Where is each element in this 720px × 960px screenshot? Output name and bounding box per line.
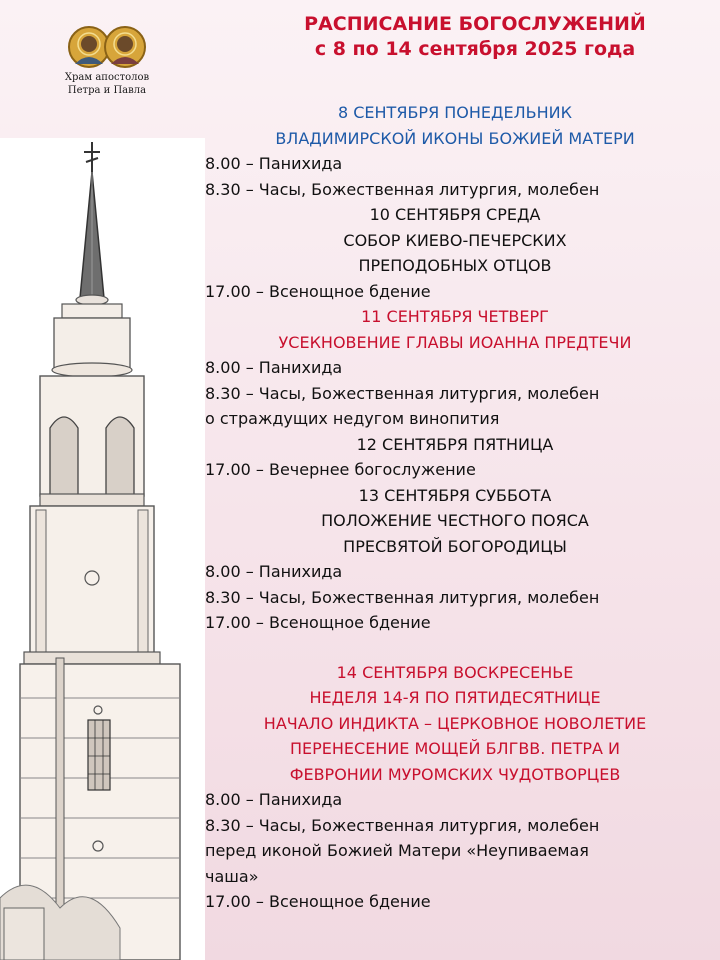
day-heading: 13 СЕНТЯБРЯ СУББОТА: [358, 485, 552, 505]
service-line: 8.00 – Панихида: [205, 562, 343, 581]
service-line: 8.30 – Часы, Божественная литургия, молебен: [205, 587, 600, 607]
schedule-title: РАСПИСАНИЕ БОГОСЛУЖЕНИЙ: [304, 13, 646, 35]
service-line: 8.30 – Часы, Божественная литургия, молебен: [205, 815, 600, 835]
day-heading: 14 СЕНТЯБРЯ ВОСКРЕСЕНЬЕ: [336, 662, 574, 682]
logo-caption-line2: Петра и Павла: [67, 85, 147, 96]
church-logo: [52, 24, 162, 96]
day-feast: ПРЕПОДОБНЫХ ОТЦОВ: [358, 256, 552, 275]
schedule-list: [205, 100, 705, 915]
service-line: 8.30 – Часы, Божественная литургия, молебен: [205, 179, 600, 199]
day-feast: ФЕВРОНИИ МУРОМСКИХ ЧУДОТВОРЦЕВ: [289, 764, 621, 784]
day-feast: СОБОР КИЕВО-ПЕЧЕРСКИХ: [343, 230, 567, 250]
day-feast: ПОЛОЖЕНИЕ ЧЕСТНОГО ПОЯСА: [321, 511, 589, 530]
day-feast: НЕДЕЛЯ 14-Я ПО ПЯТИДЕСЯТНИЦЕ: [309, 688, 601, 707]
day-feast: ПЕРЕНЕСЕНИЕ МОЩЕЙ БЛГВВ. ПЕТРА И: [289, 739, 621, 758]
service-line: 17.00 – Вечернее богослужение: [205, 460, 476, 479]
schedule-dates: с 8 по 14 сентября 2025 года: [314, 38, 636, 60]
service-line: о страждущих недугом винопития: [205, 409, 500, 428]
day-feast: ПРЕСВЯТОЙ БОГОРОДИЦЫ: [343, 536, 567, 556]
section-gap: [205, 636, 705, 660]
bell-tower-illustration: [0, 138, 205, 960]
service-line: чаша»: [205, 866, 259, 886]
day-heading: 8 СЕНТЯБРЯ ПОНЕДЕЛЬНИК: [337, 103, 573, 122]
service-line: 17.00 – Всенощное бдение: [205, 892, 431, 911]
header: [240, 12, 710, 62]
day-heading: 10 СЕНТЯБРЯ СРЕДА: [369, 205, 541, 224]
service-line: 17.00 – Всенощное бдение: [205, 281, 431, 301]
day-heading: 12 СЕНТЯБРЯ ПЯТНИЦА: [356, 434, 554, 454]
service-line: 17.00 – Всенощное бдение: [205, 613, 431, 632]
day-feast: УСЕКНОВЕНИЕ ГЛАВЫ ИОАННА ПРЕДТЕЧИ: [278, 332, 632, 352]
day-feast: ВЛАДИМИРСКОЙ ИКОНЫ БОЖИЕЙ МАТЕРИ: [275, 128, 635, 148]
service-line: 8.00 – Панихида: [205, 358, 343, 377]
apostles-icon: [67, 24, 147, 70]
service-line: 8.30 – Часы, Божественная литургия, молебен: [205, 383, 600, 403]
logo-caption-line1: Храм апостолов: [64, 72, 150, 83]
service-line: перед иконой Божией Матери «Неупиваемая: [205, 841, 589, 860]
day-heading: 11 СЕНТЯБРЯ ЧЕТВЕРГ: [361, 307, 549, 326]
service-line: 8.00 – Панихида: [205, 154, 343, 173]
service-line: 8.00 – Панихида: [205, 790, 343, 809]
day-feast: НАЧАЛО ИНДИКТА – ЦЕРКОВНОЕ НОВОЛЕТИЕ: [263, 713, 647, 733]
